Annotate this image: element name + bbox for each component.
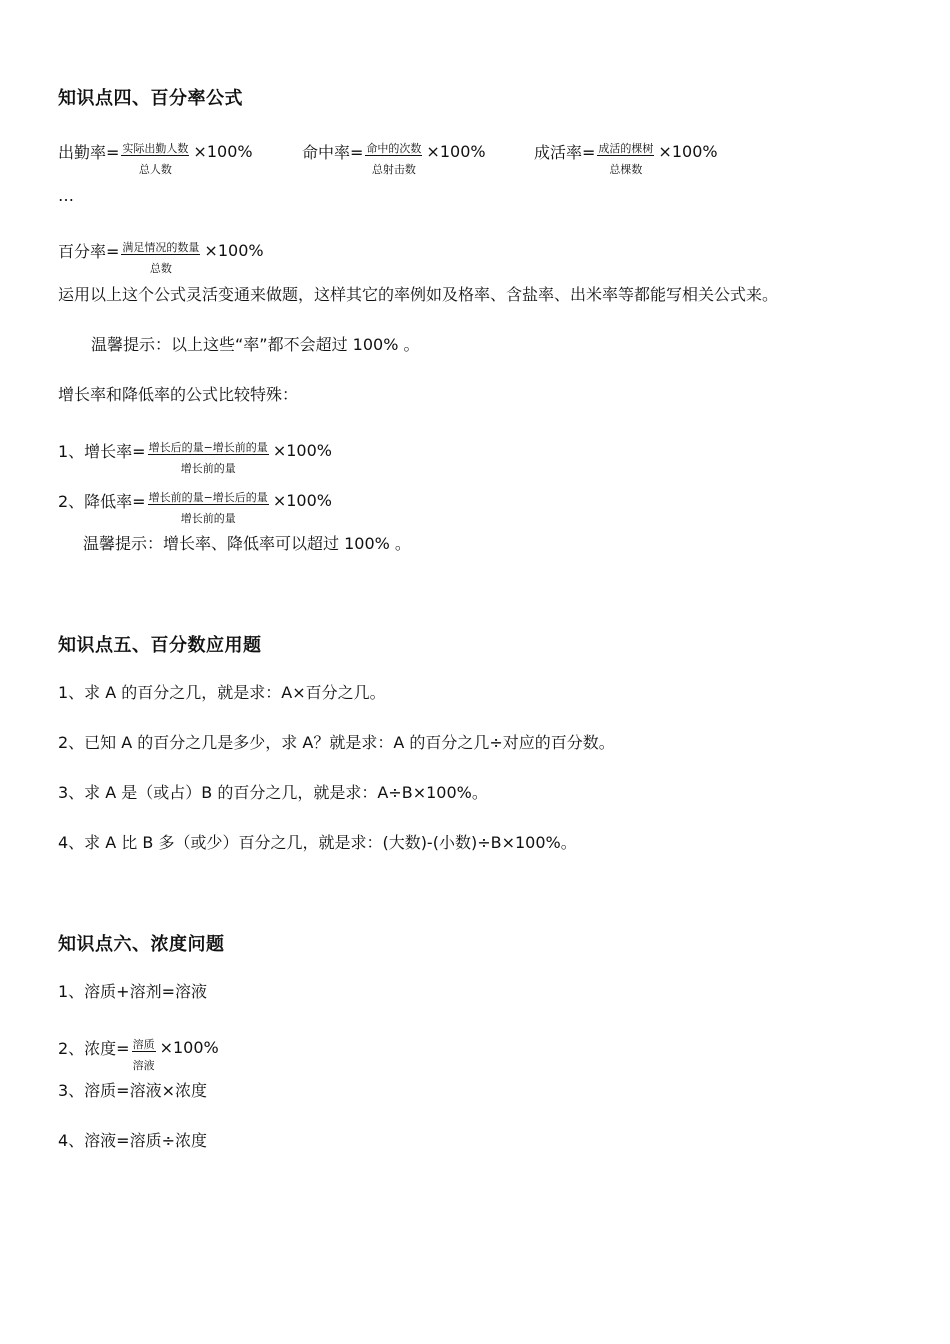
formula-name: 1、增长率= bbox=[58, 441, 146, 461]
formula-name: 2、降低率= bbox=[58, 491, 146, 511]
list-item: 3、求 A 是（或占）B 的百分之几，就是求：A÷B×100%。 bbox=[58, 783, 488, 802]
tip-growth-exceed: 温馨提示：增长率、降低率可以超过 100% 。 bbox=[83, 534, 411, 553]
numerator: 满足情况的数量 bbox=[122, 241, 200, 254]
fraction bbox=[148, 491, 269, 525]
section-4-title: 知识点四、百分率公式 bbox=[58, 88, 243, 109]
formula-growth-rate bbox=[58, 433, 332, 475]
denominator: 增长前的量 bbox=[180, 462, 236, 475]
fraction bbox=[132, 1038, 156, 1072]
fraction bbox=[365, 142, 422, 176]
formula-attendance-rate bbox=[58, 134, 253, 176]
formula-name: 命中率= bbox=[302, 142, 364, 162]
list-item: 1、溶质+溶剂=溶液 bbox=[58, 982, 207, 1001]
fraction bbox=[121, 142, 189, 176]
formula-percentage-rate bbox=[58, 233, 264, 275]
denominator: 总数 bbox=[149, 262, 172, 275]
formula-concentration bbox=[58, 1030, 219, 1072]
fraction bbox=[597, 142, 654, 176]
section-6-title: 知识点六、浓度问题 bbox=[58, 934, 225, 955]
numerator: 增长前的量−增长后的量 bbox=[148, 491, 268, 504]
list-item: 4、溶液=溶质÷浓度 bbox=[58, 1131, 207, 1150]
paragraph-usage: 运用以上这个公式灵活变通来做题，这样其它的率例如及格率、含盐率、出米率等都能写相关公式来。 bbox=[58, 285, 779, 304]
formula-tail: ×100% bbox=[426, 141, 486, 161]
paragraph-special: 增长率和降低率的公式比较特殊： bbox=[58, 385, 299, 404]
list-item: 3、溶质=溶液×浓度 bbox=[58, 1081, 207, 1100]
formula-name: 百分率= bbox=[58, 241, 120, 261]
formula-tail: ×100% bbox=[658, 141, 718, 161]
list-item: 4、求 A 比 B 多（或少）百分之几，就是求：(大数)-(小数)÷B×100%。 bbox=[58, 833, 577, 852]
numerator: 增长后的量−增长前的量 bbox=[148, 441, 268, 454]
denominator: 溶液 bbox=[132, 1059, 155, 1072]
fraction bbox=[148, 441, 269, 475]
ellipsis: … bbox=[58, 186, 74, 205]
formula-name: 出勤率= bbox=[58, 142, 120, 162]
formula-survival-rate bbox=[534, 134, 718, 176]
denominator: 增长前的量 bbox=[180, 512, 236, 525]
section-5-title: 知识点五、百分数应用题 bbox=[58, 635, 262, 656]
denominator: 总射击数 bbox=[371, 163, 416, 176]
numerator: 实际出勤人数 bbox=[122, 142, 189, 155]
formula-tail: ×100% bbox=[272, 490, 332, 510]
denominator: 总棵数 bbox=[609, 163, 643, 176]
list-item: 1、求 A 的百分之几，就是求：A×百分之几。 bbox=[58, 683, 386, 702]
formula-decrease-rate bbox=[58, 483, 332, 525]
formula-tail: ×100% bbox=[159, 1037, 219, 1057]
numerator: 成活的棵树 bbox=[598, 142, 654, 155]
formula-tail: ×100% bbox=[193, 141, 253, 161]
formula-name: 成活率= bbox=[534, 142, 596, 162]
denominator: 总人数 bbox=[138, 163, 172, 176]
list-item: 2、已知 A 的百分之几是多少，求 A？就是求：A 的百分之几÷对应的百分数。 bbox=[58, 733, 615, 752]
formula-tail: ×100% bbox=[204, 240, 264, 260]
numerator: 溶质 bbox=[132, 1038, 155, 1051]
numerator: 命中的次数 bbox=[366, 142, 422, 155]
formula-tail: ×100% bbox=[272, 440, 332, 460]
formula-name: 2、浓度= bbox=[58, 1038, 130, 1058]
fraction bbox=[121, 241, 200, 275]
tip-rate-limit: 温馨提示：以上这些“率”都不会超过 100% 。 bbox=[91, 335, 420, 354]
formula-hit-rate bbox=[302, 134, 486, 176]
